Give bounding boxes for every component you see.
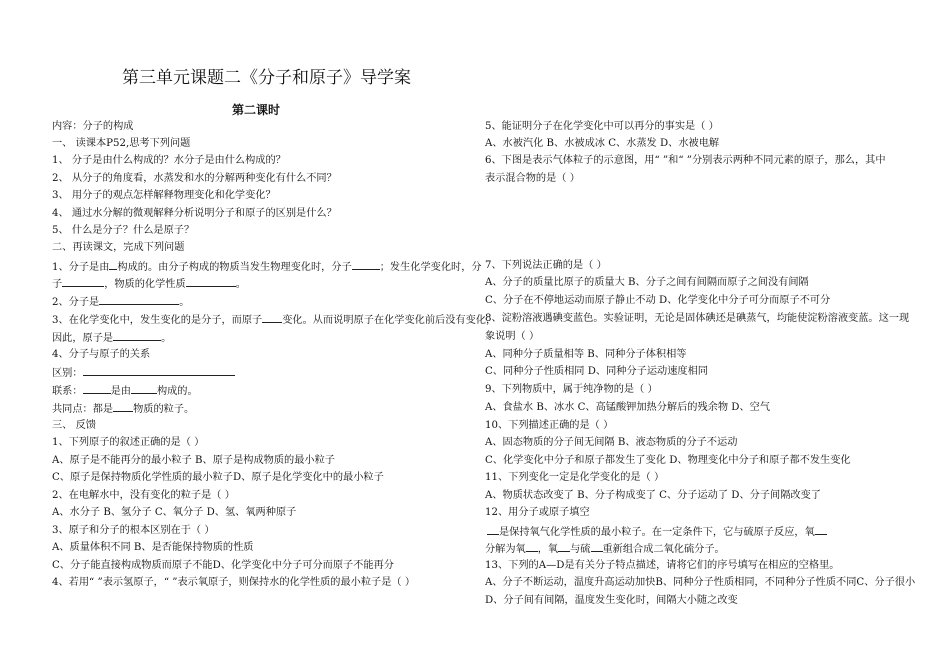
page-title: 第三单元课题二《分子和原子》导学案 [122, 68, 411, 88]
question: 4、 通过水分解的微观解释分析说明分子和原子的区别是什么？ [52, 208, 337, 219]
options: A、物质状态改变了 B、分子构成变了 C、分子运动了 D、分子间隔改变了 [485, 490, 821, 501]
blank[interactable] [591, 541, 603, 552]
options: A、水分子 B、氢分子 C、氧分子 D、氢、氧两种原子 [52, 507, 297, 518]
fill-question: 2、分子是 。 [52, 294, 189, 310]
question: 表示混合物的是（ ） [485, 173, 580, 184]
question: 5、 什么是分子？什么是原子？ [52, 225, 195, 236]
question: 7、下列说法正确的是（ ） [485, 260, 607, 271]
question: 13、下列的A—D是有关分子特点描述，请将它们的序号填写在相应的空格里。 [485, 560, 840, 571]
fill-question: 子 ，物质的化学性质 。 [52, 276, 246, 292]
question: 12、用分子或原子填空 [485, 507, 590, 518]
question: 4、分子与原子的关系 [52, 349, 151, 360]
fill-question: 区别： [52, 365, 235, 381]
question: 6、下图是表示气体粒子的示意图，用“ ”和“ ”分别表示两种不同元素的原子，那么，其中 [485, 155, 886, 166]
blank[interactable] [83, 365, 235, 376]
section-heading: 一、 读课本P52,思考下列问题 [52, 138, 191, 149]
question: 9、下列物质中，属于纯净物的是（ ） [485, 384, 658, 395]
fill-question: 3、在化学变化中，发生变化的是分子，而原子 变化。从而说明原子在化学变化前后没有变化， [52, 312, 496, 328]
question: 4、若用“ ”表示氢原子，“ ”表示氧原子，则保持水的化学性质的最小粒子是（ ） [52, 577, 416, 588]
fill-question: 是保持氧气化学性质的最小粒子。在一定条件下，它与硫原子反应，氧 [485, 524, 827, 540]
blank[interactable] [487, 524, 499, 535]
question: 1、下列原子的叙述正确的是（ ） [52, 437, 205, 448]
fill-question: 共同点：都是 物质的粒子。 [52, 401, 194, 417]
blank[interactable] [131, 383, 157, 394]
fill-question: 联系： 是由 构成的。 [52, 383, 198, 399]
options: A、水被汽化 B、水被成冰 C、水蒸发 D、水被电解 [485, 138, 720, 149]
blank[interactable] [62, 276, 104, 287]
options: D、分子间有间隔，温度发生变化时，间隔大小随之改变 [485, 595, 738, 606]
question: 3、原子和分子的根本区别在于（ ） [52, 525, 215, 536]
blank[interactable] [186, 276, 236, 287]
question: 1、 分子是由什么构成的？水分子是由什么构成的？ [52, 155, 286, 166]
options: A、固态物质的分子间无间隔 B、液态物质的分子不运动 [485, 437, 738, 448]
blank[interactable] [83, 383, 111, 394]
blank[interactable] [99, 294, 179, 305]
blank[interactable] [113, 330, 161, 341]
question: 8、淀粉溶液遇碘变蓝色。实验证明，无论是固体碘还是碘蒸气，均能使淀粉溶液变蓝。这一现 [485, 313, 910, 324]
options: A、原子是不能再分的最小粒子 B、原子是构成物质的最小粒子 [52, 455, 335, 466]
blank[interactable] [113, 401, 133, 412]
options: C、分子能直接构成物质而原子不能D、化学变化中分子可分而原子不能再分 [52, 560, 394, 571]
options: A、同种分子质量相等 B、同种分子体积相等 [485, 349, 687, 360]
section-heading: 三、 反馈 [52, 420, 96, 431]
options: C、化学变化中分子和原子都发生了变化 D、物理变化中分子和原子都不发生变化 [485, 455, 851, 466]
question: 11、下列变化一定是化学变化的是（ ） [485, 472, 665, 483]
blank[interactable] [262, 312, 282, 323]
blank[interactable] [526, 541, 538, 552]
question: 象说明（ ） [485, 331, 540, 342]
question: 3、 用分子的观点怎样解释物理变化和化学变化？ [52, 190, 276, 201]
blank[interactable] [815, 524, 827, 535]
fill-question: 1、分子是由 构成的。由分子构成的物质当发生物理变化时，分子 ；发生化学变化时，分 [52, 259, 482, 275]
section-heading: 二、再读课文，完成下列问题 [52, 242, 185, 253]
question: 2、在电解水中，没有变化的粒子是（ ） [52, 490, 235, 501]
options: C、同种分子性质相同 D、同种分子运动速度相同 [485, 366, 708, 377]
fill-question: 因此，原子是 。 [52, 330, 171, 346]
options: A、食盐水 B、冰水 C、高锰酸钾加热分解后的残余物 D、空气 [485, 402, 771, 413]
blank[interactable] [558, 541, 570, 552]
options: A、分子不断运动，温度升高运动加快B、同种分子性质相同，不同种分子性质不同C、分子很小 [485, 577, 916, 588]
options: A、分子的质量比原子的质量大 B、分子之间有间隔而原子之间没有间隔 [485, 277, 809, 288]
fill-question: 分解为氧 ，氧 与硫 重新组合成二氧化硫分子。 [485, 541, 725, 557]
lesson-subtitle: 第二课时 [232, 103, 281, 117]
question: 2、 从分子的角度看，水蒸发和水的分解两种变化有什么不同？ [52, 173, 337, 184]
question: 5、能证明分子在化学变化中可以再分的事实是（ ） [485, 121, 719, 132]
question: 10、下列描述正确的是（ ） [485, 420, 614, 431]
options: C、原子是保持物质化学性质的最小粒子D、原子是化学变化中的最小粒子 [52, 472, 384, 483]
blank[interactable] [352, 259, 380, 270]
options: C、分子在不停地运动而原子静止不动 D、化学变化中分子可分而原子不可分 [485, 295, 831, 306]
content-line: 内容：分子的构成 [52, 121, 134, 132]
options: A、质量体积不同 B、是否能保持物质的性质 [52, 542, 254, 553]
